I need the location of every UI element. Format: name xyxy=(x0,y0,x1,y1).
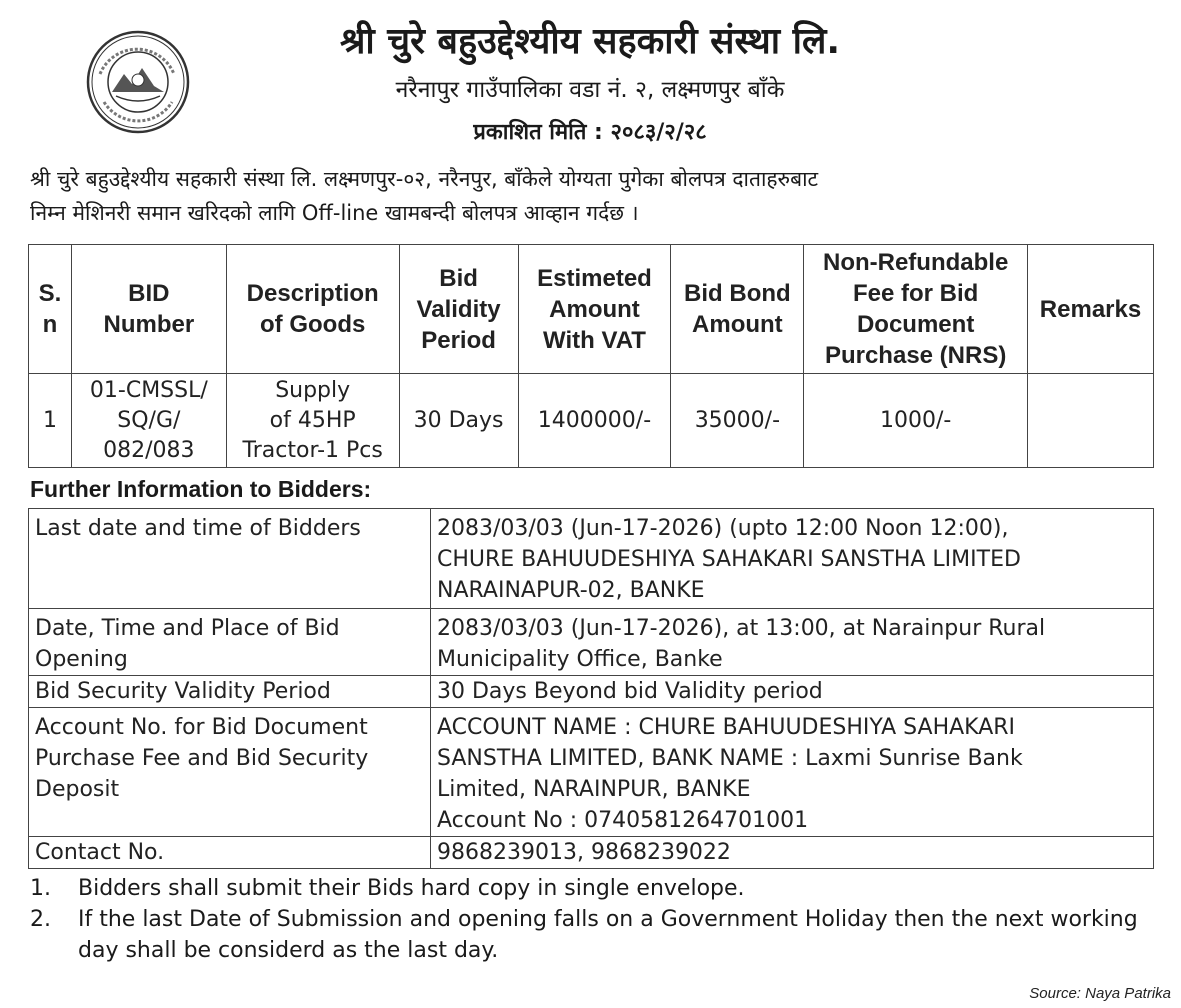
cell-bid-bond: 35000/- xyxy=(671,374,804,468)
info-value: 9868239013, 9868239022 xyxy=(431,837,1154,869)
info-key: Date, Time and Place of Bid Opening xyxy=(29,609,431,676)
header-validity: Bid Validity Period xyxy=(399,245,518,374)
cell-sn: 1 xyxy=(29,374,72,468)
header-estimated-amount: Estimeted Amount With VAT xyxy=(518,245,671,374)
header-remarks: Remarks xyxy=(1028,245,1154,374)
info-value: 30 Days Beyond bid Validity period xyxy=(431,676,1154,708)
header-sn: S. n xyxy=(29,245,72,374)
header-bid-bond: Bid Bond Amount xyxy=(671,245,804,374)
info-key: Bid Security Validity Period xyxy=(29,676,431,708)
info-key: Last date and time of Bidders xyxy=(29,509,431,609)
bid-table xyxy=(28,244,1154,468)
header-document-fee: Non-Refundable Fee for Bid Document Purchase (NRS) xyxy=(804,245,1028,374)
table-row xyxy=(29,509,1154,609)
list-item: 1. Bidders shall submit their Bids hard copy in single envelope. xyxy=(30,876,745,901)
source-credit: Source: Naya Patrika xyxy=(1029,985,1171,1002)
table-row xyxy=(29,609,1154,676)
table-row xyxy=(29,676,1154,708)
intro-line-2: निम्न मेशिनरी समान खरिदको लागि Off-line खामबन्दी बोलपत्र आव्हान गर्दछ । xyxy=(30,201,639,225)
cell-document-fee: 1000/- xyxy=(804,374,1028,468)
bid-table-header-row xyxy=(29,245,1154,374)
table-row xyxy=(29,837,1154,869)
cell-estimated-amount: 1400000/- xyxy=(518,374,671,468)
info-value: ACCOUNT NAME : CHURE BAHUUDESHIYA SAHAKARI SANSTHA LIMITED, BANK NAME : Laxmi Sunrise Bank Limited, NARAINPUR, BANKE Account No : 0740581264701001 xyxy=(431,708,1154,837)
intro-paragraph xyxy=(30,162,1155,230)
info-value: 2083/03/03 (Jun-17-2026), at 13:00, at Narainpur Rural Municipality Office, Banke xyxy=(431,609,1154,676)
header-bid-number: BID Number xyxy=(71,245,226,374)
info-key: Contact No. xyxy=(29,837,431,869)
info-key: Account No. for Bid Document Purchase Fee and Bid Security Deposit xyxy=(29,708,431,837)
cell-bid-number: 01-CMSSL/ SQ/G/ 082/083 xyxy=(71,374,226,468)
cell-validity: 30 Days xyxy=(399,374,518,468)
published-date: प्रकाशित मिति : २०८३/२/२८ xyxy=(473,120,707,145)
table-row xyxy=(29,708,1154,837)
header-description: Description of Goods xyxy=(226,245,399,374)
organization-name: श्री चुरे बहुउद्देश्यीय सहकारी संस्था लि. xyxy=(339,21,841,62)
organization-address: नरैनापुर गाउँपालिका वडा नं. २, लक्ष्मणपुर बाँके xyxy=(395,77,785,103)
intro-line-1: श्री चुरे बहुउद्देश्यीय सहकारी संस्था लि. लक्ष्मणपुर-०२, नरैनपुर, बाँकेले योग्यता पुगेका बोलपत्र दाताहरुबाट xyxy=(30,167,819,191)
bidder-notes xyxy=(30,873,1155,966)
info-value: 2083/03/03 (Jun-17-2026) (upto 12:00 Noon 12:00), CHURE BAHUUDESHIYA SAHAKARI SANSTHA LIMITED NARAINAPUR-02, BANKE xyxy=(431,509,1154,609)
cell-description: Supply of 45HP Tractor-1 Pcs xyxy=(226,374,399,468)
cell-remarks xyxy=(1028,374,1154,468)
table-row xyxy=(29,374,1154,468)
further-info-title: Further Information to Bidders: xyxy=(30,476,372,502)
further-info-table xyxy=(28,508,1154,869)
list-item: 2. If the last Date of Submission and opening falls on a Government Holiday then the next working day shall be considerd as the last day. xyxy=(30,907,1138,963)
cooperative-seal-icon xyxy=(86,30,190,134)
